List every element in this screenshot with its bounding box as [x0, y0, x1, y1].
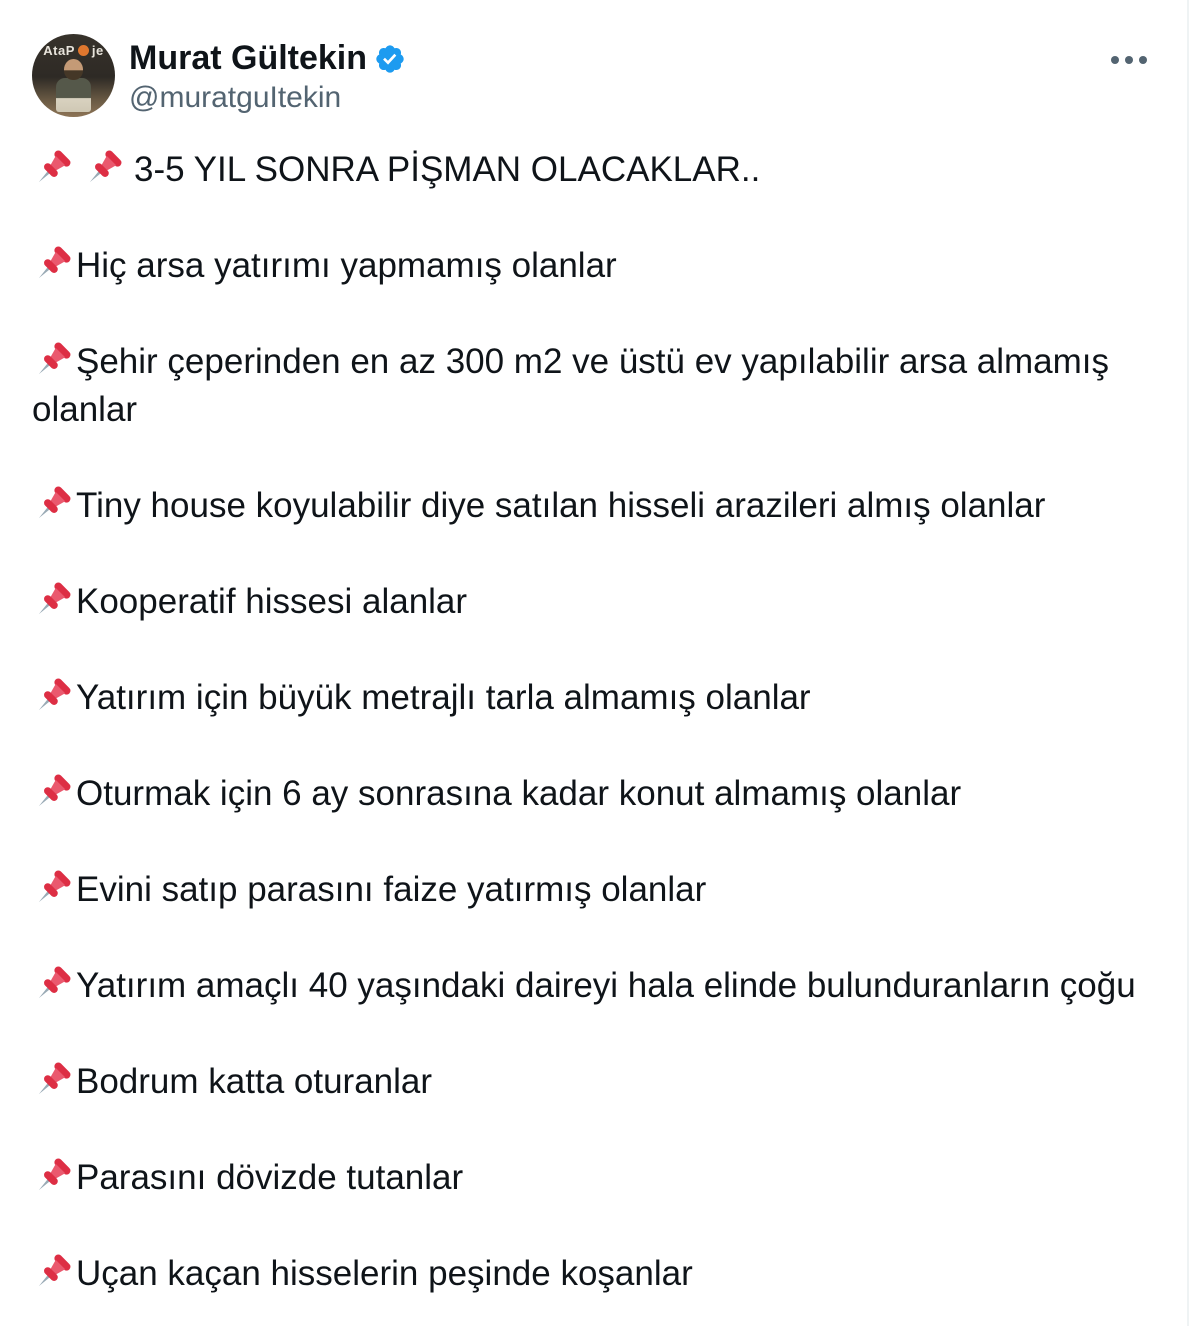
tweet-line — [32, 146, 1173, 194]
display-name[interactable]: Murat Gültekin — [129, 39, 368, 77]
tweet-line-text: Kooperatif hissesi alanlar — [76, 582, 468, 621]
tweet-line-text: Bodrum katta oturanlar — [76, 1062, 433, 1101]
avatar-person — [56, 78, 91, 112]
pushpin-icon — [32, 772, 73, 813]
tweet-line-text: Evini satıp parasını faize yatırmış olanlar — [76, 870, 707, 909]
tweet-line — [32, 338, 1173, 434]
user-identity — [129, 34, 406, 117]
tweet-line — [32, 866, 1173, 914]
tweet-text — [0, 146, 1187, 1298]
avatar[interactable] — [32, 34, 115, 117]
avatar-banner — [32, 43, 115, 58]
pushpin-icon — [32, 484, 73, 525]
tweet-line — [32, 578, 1173, 626]
more-options-button[interactable] — [1107, 52, 1151, 68]
more-dot — [1139, 56, 1147, 64]
tweet-line — [32, 770, 1173, 818]
pushpin-icon — [32, 580, 73, 621]
tweet-line-text: Oturmak için 6 ay sonrasına kadar konut almamış olanlar — [76, 774, 962, 813]
name-row — [129, 38, 406, 79]
avatar-person-head — [64, 59, 83, 80]
tweet-line-text: Yatırım için büyük metrajlı tarla almamış olanlar — [76, 678, 811, 717]
avatar-banner-text-right: je — [91, 43, 104, 58]
tweet-line-text: Tiny house koyulabilir diye satılan hisseli arazileri almış olanlar — [76, 486, 1046, 525]
avatar-logo-dot-icon — [78, 45, 89, 56]
pushpin-icon — [32, 676, 73, 717]
pushpin-icon — [32, 148, 73, 189]
pushpin-icon — [32, 964, 73, 1005]
more-dot — [1125, 56, 1133, 64]
pushpin-icon — [32, 1060, 73, 1101]
tweet-line — [32, 1154, 1173, 1202]
tweet-line — [32, 1250, 1173, 1298]
pushpin-icon — [32, 340, 73, 381]
tweet-line-text: Şehir çeperinden en az 300 m2 ve üstü ev yapılabilir arsa almamış olanlar — [32, 342, 1110, 429]
tweet-line-text: 3-5 YIL SONRA PİŞMAN OLACAKLAR.. — [134, 150, 761, 189]
tweet-line — [32, 674, 1173, 722]
pushpin-icon — [83, 148, 124, 189]
tweet-line-text: Parasını dövizde tutanlar — [76, 1158, 464, 1197]
verified-badge-icon — [374, 43, 406, 75]
tweet-line-text: Yatırım amaçlı 40 yaşındaki daireyi hala elinde bulunduranların çoğu — [76, 966, 1136, 1005]
tweet-line-text: Uçan kaçan hisselerin peşinde koşanlar — [76, 1254, 693, 1293]
pushpin-icon — [32, 1252, 73, 1293]
avatar-banner-text-left: AtaP — [43, 43, 75, 58]
tweet-line — [32, 482, 1173, 530]
user-handle[interactable]: @muratguItekin — [129, 81, 342, 114]
tweet-line-text: Hiç arsa yatırımı yapmamış olanlar — [76, 246, 617, 285]
tweet-line — [32, 1058, 1173, 1106]
tweet-header — [0, 0, 1187, 117]
more-dot — [1111, 56, 1119, 64]
pushpin-icon — [32, 1156, 73, 1197]
tweet-line — [32, 242, 1173, 290]
pushpin-icon — [32, 868, 73, 909]
pushpin-icon — [32, 244, 73, 285]
tweet-line — [32, 962, 1173, 1010]
